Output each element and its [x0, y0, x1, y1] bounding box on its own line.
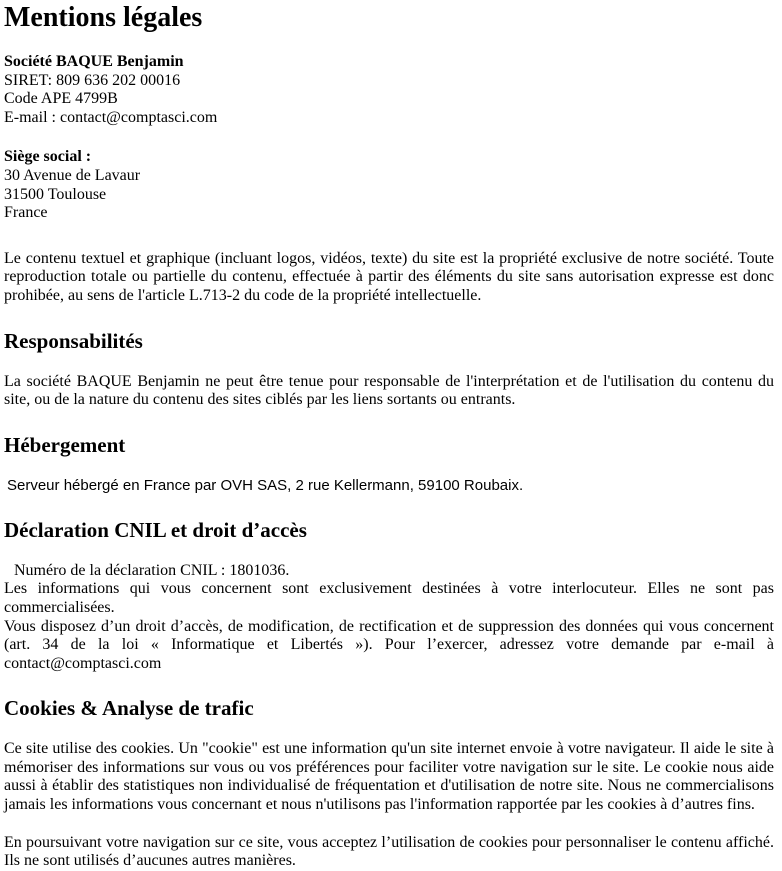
address-line2: 31500 Toulouse: [4, 185, 107, 203]
cnil-block: [4, 562, 774, 674]
hebergement-paragraph: Serveur hébergé en France par OVH SAS, 2 rue Kellermann, 59100 Roubaix.: [7, 476, 524, 494]
cnil-heading: Déclaration CNIL et droit d’accès: [4, 517, 307, 542]
page-title: Mentions légales: [4, 2, 203, 33]
address-block: [4, 148, 774, 222]
company-ape: Code APE 4799B: [4, 90, 118, 108]
company-email: E-mail : contact@comptasci.com: [4, 108, 218, 126]
address-label: Siège social :: [4, 148, 92, 166]
cookies-heading: Cookies & Analyse de trafic: [4, 696, 254, 721]
responsabilites-heading: Responsabilités: [4, 328, 143, 353]
company-name: Société BAQUE Benjamin: [4, 53, 184, 70]
cookies-paragraph-1: Ce site utilise des cookies. Un "cookie" est une information qu'un site internet envoie à votre navigateur. Il aide le site à mémoriser des informations sur vous ou vos préférences pour faciliter votre navigation sur le site. Le cookie nous aide aussi à établir des statistiques non individualisé de fréquentation et d'utilisation de notre site. Nous ne commercialisons jamais les informations vous concernant et nous n'utilisons pas l'information rapportée par les cookies à d’autres fins.: [4, 740, 774, 814]
cnil-rights-line: Vous disposez d’un droit d’accès, de modification, de rectification et de suppression des données qui vous concernent (art. 34 de la loi « Informatique et Libertés »). Pour l’exercer, adressez votre demande par e-mail à contact@comptasci.com: [4, 617, 774, 672]
address-line1: 30 Avenue de Lavaur: [4, 166, 141, 184]
address-line3: France: [4, 204, 48, 222]
hebergement-heading: Hébergement: [4, 432, 126, 457]
company-siret: SIRET: 809 636 202 00016: [4, 71, 181, 89]
cookies-paragraph-2: En poursuivant votre navigation sur ce site, vous acceptez l’utilisation de cookies pour personnaliser le contenu affiché. Ils ne sont utilisés d’aucunes autres manières.: [4, 833, 774, 870]
cnil-number-line: Numéro de la déclaration CNIL : 1801036.: [14, 561, 290, 579]
responsabilites-paragraph: La société BAQUE Benjamin ne peut être tenue pour responsable de l'interprétation et de l'utilisation du contenu du site, ou de la nature du contenu des sites ciblés par les liens sortants ou entrants.: [4, 372, 774, 409]
cnil-info-line: Les informations qui vous concernent sont exclusivement destinées à votre interlocuteur. Elles ne sont pas commercialisées.: [4, 580, 774, 616]
copyright-paragraph: Le contenu textuel et graphique (incluant logos, vidéos, texte) du site est la propriété exclusive de notre société. Toute reproduction totale ou partielle du contenu, effectuée à partir des éléments du site sans autorisation expresse est donc prohibée, au sens de l'article L.713-2 du code de la propriété intellectuelle.: [4, 249, 774, 304]
company-block: [4, 53, 774, 127]
